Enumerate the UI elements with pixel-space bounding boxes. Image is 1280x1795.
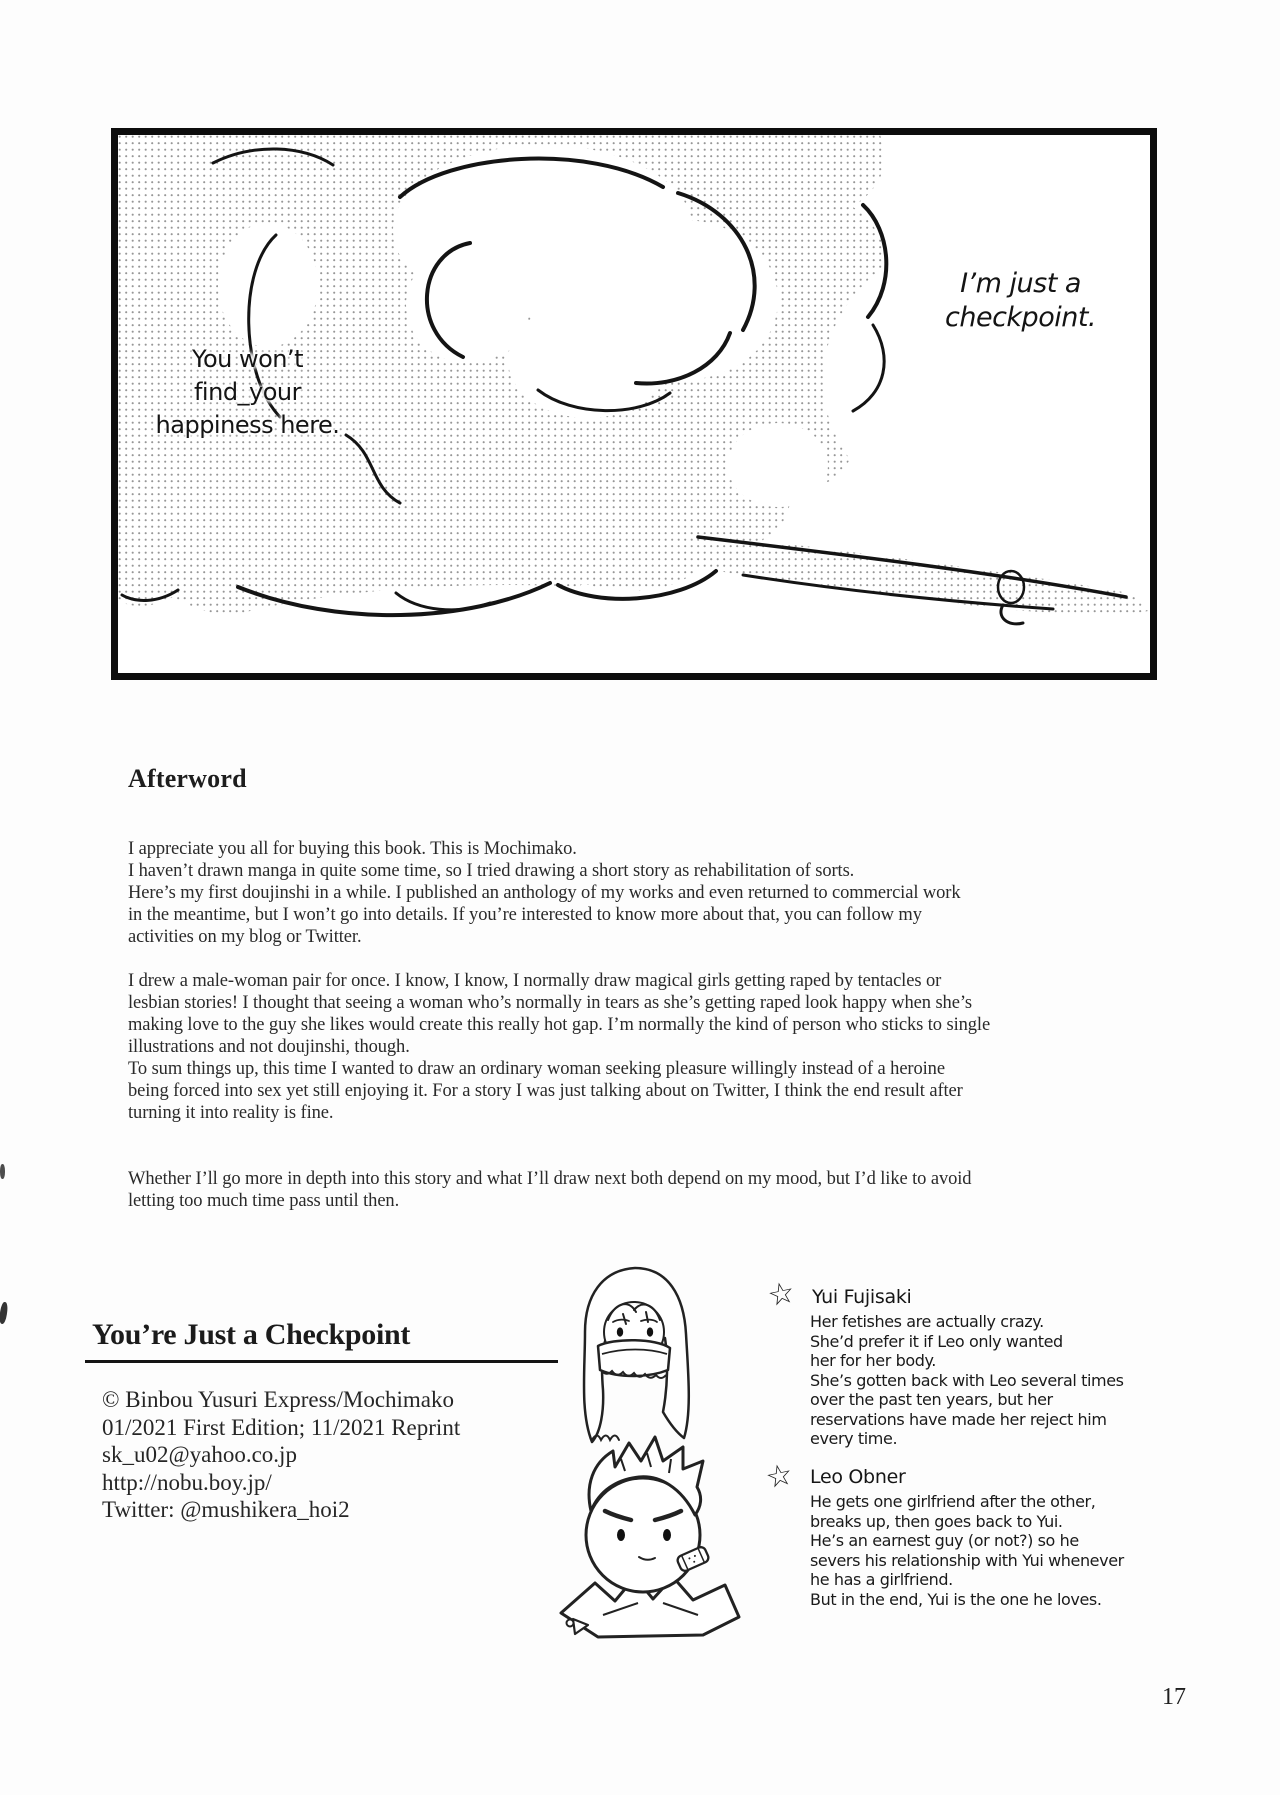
speech-line: I’m just a	[960, 268, 1081, 299]
text-line: breaks up, then goes back to Yui.	[810, 1511, 1063, 1531]
text-line: letting too much time pass until then.	[128, 1191, 400, 1211]
copyright-line: © Binbou Yusuri Express/Mochimako	[102, 1387, 455, 1412]
text-line: activities on my blog or Twitter.	[128, 927, 362, 947]
text-line: He’s an earnest guy (or not?) so he	[810, 1531, 1079, 1550]
speech-line: happiness here.	[155, 411, 340, 439]
scan-edge-mark	[0, 1302, 8, 1325]
afterword-paragraph-1	[128, 838, 961, 948]
text-line: reservations have made her reject him	[810, 1409, 1107, 1429]
text-line: he has a girlfriend.	[810, 1570, 953, 1589]
afterword-paragraph-3	[128, 1168, 971, 1212]
afterword-paragraph-2	[128, 970, 990, 1124]
credits-block	[102, 1386, 460, 1524]
leo-description	[810, 1492, 1124, 1609]
text-line: He gets one girlfriend after the other,	[810, 1492, 1096, 1511]
text-line: I appreciate you all for buying this book. This is Mochimako.	[128, 839, 577, 859]
character-name-yui: Yui Fujisaki	[812, 1286, 912, 1308]
text-line: every time.	[810, 1429, 898, 1448]
text-line: her for her body.	[810, 1351, 936, 1370]
text-line: She’d prefer it if Leo only wanted	[810, 1331, 1063, 1351]
text-line: I haven’t drawn manga in quite some time, so I tried drawing a short story as rehabilitation of sorts.	[128, 861, 855, 881]
twitter-line: Twitter: @mushikera_hoi2	[102, 1497, 350, 1522]
leo-portrait-drawing	[543, 1423, 750, 1641]
text-line: She’s gotten back with Leo several times	[810, 1370, 1124, 1390]
book-title: You’re Just a Checkpoint	[92, 1318, 411, 1351]
yui-description	[810, 1312, 1124, 1449]
email-line: sk_u02@yahoo.co.jp	[102, 1442, 297, 1467]
text-line: To sum things up, this time I wanted to draw an ordinary woman seeking pleasure willingly instead of a heroine	[128, 1059, 945, 1079]
speech-line: You won’t	[191, 345, 304, 373]
afterword-heading: Afterword	[128, 764, 247, 793]
text-line: turning it into reality is fine.	[128, 1103, 334, 1123]
manga-panel	[111, 128, 1157, 680]
speech-line: find_your	[193, 378, 302, 406]
star-icon: ☆	[764, 1274, 799, 1315]
text-line: I drew a male-woman pair for once. I know, I know, I normally draw magical girls getting raped by tentacles or	[128, 971, 942, 991]
scan-edge-mark	[0, 1164, 5, 1179]
character-name-leo: Leo Obner	[810, 1466, 906, 1488]
page-number: 17	[1162, 1684, 1186, 1710]
speech-text-right	[913, 267, 1128, 335]
speech-text-left	[130, 343, 365, 442]
text-line: Here’s my first doujinshi in a while. I published an anthology of my works and even returned to commercial work	[128, 883, 961, 903]
website-line: http://nobu.boy.jp/	[102, 1469, 272, 1495]
text-line: severs his relationship with Yui whenever	[810, 1550, 1124, 1570]
text-line: But in the end, Yui is the one he loves.	[810, 1589, 1102, 1609]
text-line: in the meantime, but I won’t go into details. If you’re interested to know more about that, you can follow my	[128, 905, 922, 925]
edition-line: 01/2021 First Edition; 11/2021 Reprint	[102, 1414, 461, 1440]
text-line: making love to the guy she likes would create this really hot gap. I’m normally the kind of person who sticks to single	[128, 1015, 991, 1035]
text-line: Whether I’ll go more in depth into this story and what I’ll draw next both depend on my mood, but I’d like to avoid	[128, 1169, 972, 1189]
text-line: over the past ten years, but her	[810, 1390, 1053, 1409]
text-line: being forced into sex yet still enjoying it. For a story I was just talking about on Twitter, I think the end result after	[128, 1081, 963, 1101]
title-underline	[85, 1360, 558, 1363]
text-line: Her fetishes are actually crazy.	[810, 1312, 1044, 1331]
text-line: lesbian stories! I thought that seeing a woman who’s normally in tears as she’s getting raped look happy when she’s	[128, 993, 972, 1013]
speech-line: checkpoint.	[945, 302, 1096, 333]
star-icon: ☆	[762, 1456, 797, 1497]
text-line: illustrations and not doujinshi, though.	[128, 1037, 410, 1057]
